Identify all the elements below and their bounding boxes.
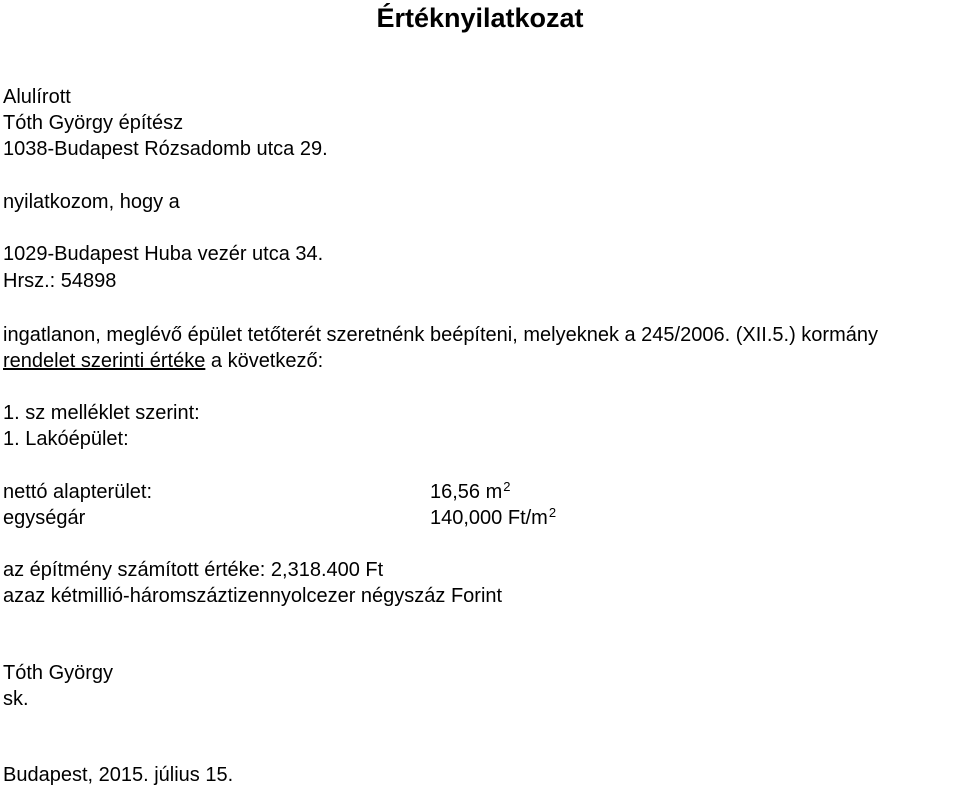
total-in-words: azaz kétmillió-háromszáztizennyolcezer négyszáz Forint — [3, 585, 503, 607]
document-title: Értéknyilatkozat — [376, 3, 584, 33]
area-value — [430, 479, 511, 505]
area-label: nettó alapterület: — [3, 481, 152, 503]
property-hrsz: Hrsz.: 54898 — [3, 270, 117, 292]
area-number: 16,56 m — [430, 481, 503, 503]
declarant-address: 1038-Budapest Rózsadomb utca 29. — [3, 138, 328, 160]
declaration-intro: nyilatkozom, hogy a — [3, 191, 180, 213]
unit-price-value — [430, 505, 556, 531]
property-address: 1029-Budapest Huba vezér utca 34. — [3, 243, 324, 265]
statement-rest-text: a következő: — [205, 350, 324, 372]
place-and-date: Budapest, 2015. július 15. — [3, 764, 234, 786]
annex-line-1: 1. sz melléklet szerint: — [3, 402, 200, 424]
statement-line-1: ingatlanon, meglévő épület tetőterét szeretnénk beépíteni, melyeknek a 245/2006. (XII.5.) kormány — [3, 324, 878, 346]
unit-price-label: egységár — [3, 507, 86, 529]
unit-price-exponent: 2 — [548, 505, 557, 520]
area-exponent: 2 — [503, 479, 511, 494]
statement-line-2 — [3, 348, 323, 374]
signature-sk: sk. — [3, 688, 29, 710]
unit-price-number: 140,000 Ft/m — [430, 507, 548, 529]
annex-line-2: 1. Lakóépület: — [3, 428, 129, 450]
total-value-line: az építmény számított értéke: 2,318.400 Ft — [3, 559, 384, 581]
signature-name: Tóth György — [3, 662, 114, 684]
statement-underlined-text: rendelet szerinti értéke — [3, 350, 206, 372]
declarant-name: Tóth György építész — [3, 112, 184, 134]
declarant-intro: Alulírott — [3, 86, 71, 108]
